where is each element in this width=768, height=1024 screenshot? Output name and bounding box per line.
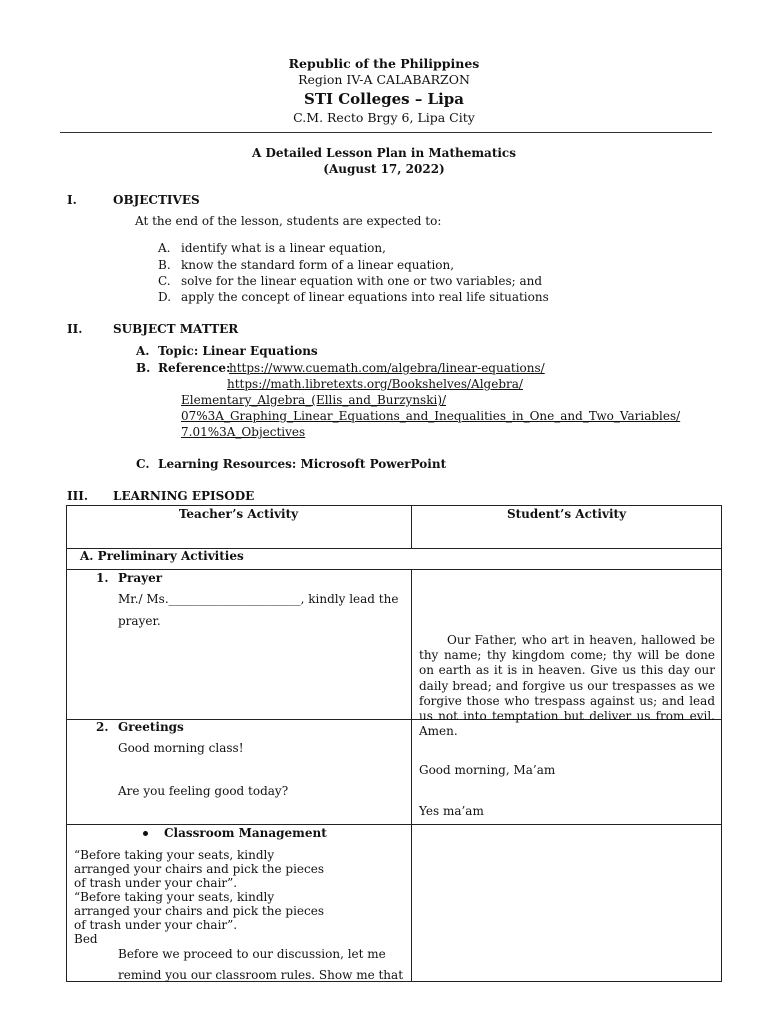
classroom-management-title: Classroom Management	[164, 826, 327, 840]
objective-item: identify what is a linear equation,	[181, 241, 386, 255]
bullet-icon	[143, 831, 148, 836]
region-name: Region IV-A CALABARZON	[298, 72, 470, 87]
objective-letter: D.	[158, 290, 172, 304]
reference-link-cuemath[interactable]: https://www.cuemath.com/algebra/linear-equations/	[229, 361, 545, 375]
section-heading-subject: SUBJECT MATTER	[113, 322, 239, 336]
column-header-teacher: Teacher’s Activity	[178, 507, 299, 521]
greetings-number: 2.	[96, 720, 109, 734]
classroom-line: arranged your chairs and pick the pieces	[74, 862, 324, 876]
table-row-divider	[66, 569, 722, 570]
reference-link-libretexts-cont[interactable]: Elementary_Algebra_(Ellis_and_Burzynski)/	[181, 393, 447, 407]
topic-label: Topic: Linear Equations	[158, 344, 318, 358]
greetings-title: Greetings	[118, 720, 184, 734]
reference-letter: B.	[136, 361, 151, 375]
reference-link-libretexts-cont[interactable]: 7.01%3A_Objectives	[181, 425, 306, 439]
country-name: Republic of the Philippines	[288, 56, 480, 71]
resources-letter: C.	[136, 457, 150, 471]
table-border-left	[66, 505, 67, 981]
classroom-line: Bed	[74, 932, 98, 946]
classroom-line: of trash under your chair”.	[74, 918, 238, 932]
column-header-student: Student’s Activity	[506, 507, 627, 521]
resources-label: Learning Resources: Microsoft PowerPoint	[158, 457, 447, 471]
school-address: C.M. Recto Brgy 6, Lipa City	[293, 110, 475, 125]
reference-link-libretexts[interactable]: https://math.libretexts.org/Bookshelves/Algebra/	[227, 377, 523, 391]
objective-letter: C.	[158, 274, 171, 288]
classroom-line: “Before taking your seats, kindly	[74, 848, 275, 862]
document-date: (August 17, 2022)	[323, 162, 445, 176]
prayer-title: Prayer	[118, 571, 163, 585]
table-border-right	[721, 505, 722, 981]
objective-item: apply the concept of linear equations into real life situations	[181, 290, 549, 304]
section-heading-episode: LEARNING EPISODE	[113, 489, 255, 503]
prayer-teacher-line: prayer.	[118, 614, 161, 628]
topic-letter: A.	[136, 344, 150, 358]
objective-letter: A.	[158, 241, 171, 255]
greetings-teacher-line: Good morning class!	[118, 741, 244, 755]
prayer-student-response: Our Father, who art in heaven, hallowed be thy name; thy kingdom come; thy will be done on earth as it is in heaven. Give us this day our daily bread; and forgive us our trespasses as we forgive those who trespass against us; and lead us not into temptation but deliver us from evil. Amen.	[419, 633, 715, 739]
reference-link-libretexts-cont[interactable]: 07%3A_Graphing_Linear_Equations_and_Inequalities_in_One_and_Two_Variables/	[181, 409, 681, 423]
school-name: STI Colleges – Lipa	[304, 90, 464, 108]
greetings-student-line: Good morning, Ma’am	[419, 763, 556, 777]
objectives-intro: At the end of the lesson, students are expected to:	[135, 214, 442, 228]
section-number-objectives: I.	[67, 193, 77, 207]
section-number-subject: II.	[67, 322, 83, 336]
objective-item: solve for the linear equation with one or two variables; and	[181, 274, 543, 288]
prayer-number: 1.	[96, 571, 109, 585]
classroom-line: arranged your chairs and pick the pieces	[74, 904, 324, 918]
section-number-episode: III.	[67, 489, 89, 503]
header-divider	[60, 132, 712, 133]
greetings-student-line: Yes ma’am	[419, 804, 484, 818]
section-heading-objectives: OBJECTIVES	[113, 193, 200, 207]
objective-letter: B.	[158, 258, 171, 272]
prayer-teacher-line: Mr./ Ms.______________________, kindly lead the	[118, 592, 399, 606]
table-column-divider	[411, 569, 412, 981]
document-title: A Detailed Lesson Plan in Mathematics	[252, 146, 516, 160]
reference-label: Reference:	[158, 361, 231, 375]
classroom-line: “Before taking your seats, kindly	[74, 890, 275, 904]
classroom-paragraph-line: remind you our classroom rules. Show me that	[118, 968, 404, 982]
classroom-line: of trash under your chair”.	[74, 876, 238, 890]
preliminary-activities-heading: A. Preliminary Activities	[80, 549, 244, 563]
greetings-teacher-line: Are you feeling good today?	[118, 784, 289, 798]
objective-item: know the standard form of a linear equation,	[181, 258, 455, 272]
classroom-paragraph-line: Before we proceed to our discussion, let me	[118, 947, 386, 961]
